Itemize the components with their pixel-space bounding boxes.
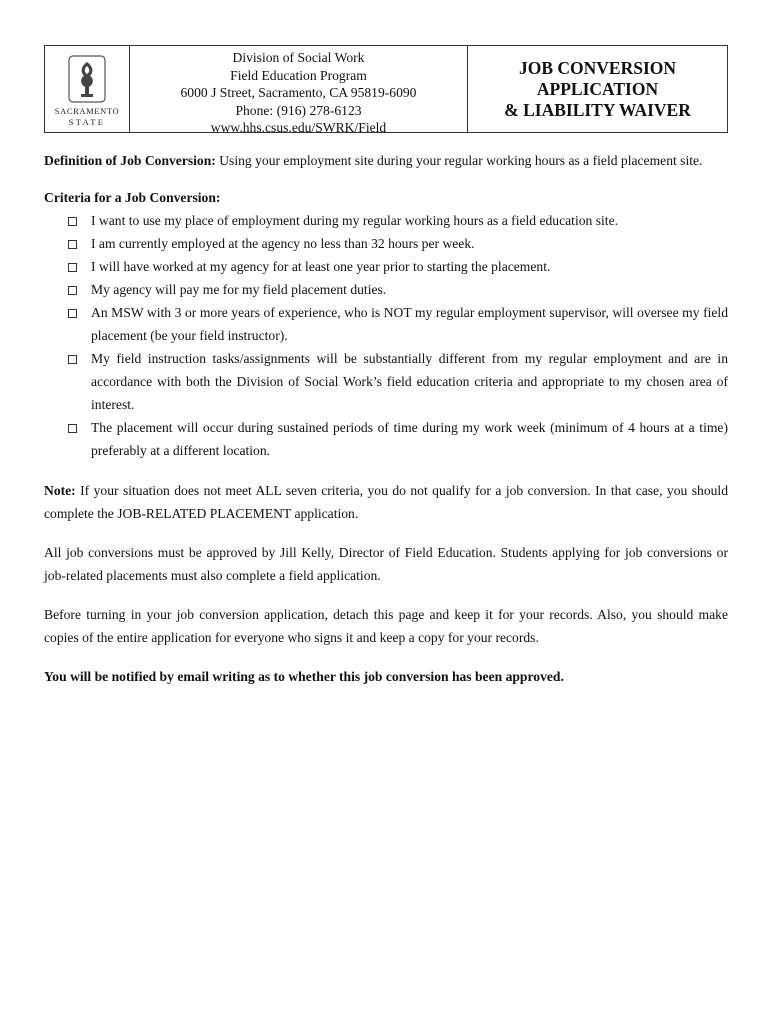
definition-text: Using your employment site during your regular working hours as a field placement site. — [215, 153, 703, 168]
phone-number: Phone: (916) 278-6123 — [235, 102, 362, 118]
criteria-item — [44, 416, 728, 462]
checkbox[interactable] — [68, 217, 77, 226]
definition-label: Definition of Job Conversion: — [44, 153, 216, 168]
address-block — [130, 46, 468, 136]
logo-line-1: SACRAMENTO — [54, 106, 120, 116]
criteria-item-text: My field instruction tasks/assignments will be substantially different from my regular employment and are in accordance with both the Division of Social Work’s field education criteria and appropriate to my chosen area of interest. — [91, 351, 728, 412]
criteria-item-text: The placement will occur during sustained periods of time during my work week (minimum of 4 hours at a time) preferably at a different location. — [91, 420, 728, 458]
note-label: Note: — [44, 483, 76, 498]
university-logo — [45, 46, 130, 132]
note-text: If your situation does not meet ALL seven criteria, you do not qualify for a job conversion. In that case, you should complete the JOB-RELATED PLACEMENT application. — [44, 483, 728, 521]
form-title — [468, 46, 727, 132]
criteria-item-text: I will have worked at my agency for at least one year prior to starting the placement. — [91, 259, 551, 274]
checkbox[interactable] — [68, 263, 77, 272]
criteria-item — [44, 278, 728, 301]
definition-paragraph — [44, 149, 728, 172]
checkbox[interactable] — [68, 424, 77, 433]
criteria-item-text: I am currently employed at the agency no less than 32 hours per week. — [91, 236, 475, 251]
form-title-line-3: & LIABILITY WAIVER — [504, 99, 691, 120]
criteria-item-text: My agency will pay me for my field placement duties. — [91, 282, 387, 297]
criteria-item — [44, 347, 728, 416]
criteria-item-text: An MSW with 3 or more years of experience, who is NOT my regular employment supervisor, will oversee my field placement (be your field instructor). — [91, 305, 728, 343]
checkbox[interactable] — [68, 286, 77, 295]
checkbox[interactable] — [68, 309, 77, 318]
criteria-item — [44, 255, 728, 278]
form-title-line-1: JOB CONVERSION — [518, 57, 677, 78]
street-address: 6000 J Street, Sacramento, CA 95819-6090 — [180, 85, 417, 101]
criteria-heading: Criteria for a Job Conversion: — [44, 190, 221, 205]
program-name: Field Education Program — [230, 67, 367, 83]
criteria-item — [44, 209, 728, 232]
letterhead — [44, 45, 728, 136]
website-url: www.hhs.csus.edu/SWRK/Field — [210, 120, 387, 136]
logo-line-2: STATE — [68, 117, 106, 127]
logo-wordmark — [55, 106, 119, 128]
checkbox[interactable] — [68, 240, 77, 249]
department-name: Division of Social Work — [232, 50, 365, 65]
checkbox[interactable] — [68, 355, 77, 364]
criteria-item-text: I want to use my place of employment during my regular working hours as a field education site. — [91, 213, 618, 228]
criteria-item — [44, 301, 728, 347]
form-title-line-2: APPLICATION — [536, 78, 659, 99]
notification-paragraph: You will be notified by email writing as to whether this job conversion has been approved. — [44, 669, 564, 684]
records-paragraph: Before turning in your job conversion application, detach this page and keep it for your records. Also, you should make copies of the entire application for everyone who signs it and keep a copy for your records. — [44, 607, 728, 645]
approval-paragraph: All job conversions must be approved by Jill Kelly, Director of Field Education. Students applying for job conversions or job-related placements must also complete a field application. — [44, 545, 728, 583]
hornet-torch-icon — [67, 54, 107, 104]
note-paragraph — [44, 479, 728, 525]
criteria-item — [44, 232, 728, 255]
criteria-checklist — [44, 209, 728, 462]
